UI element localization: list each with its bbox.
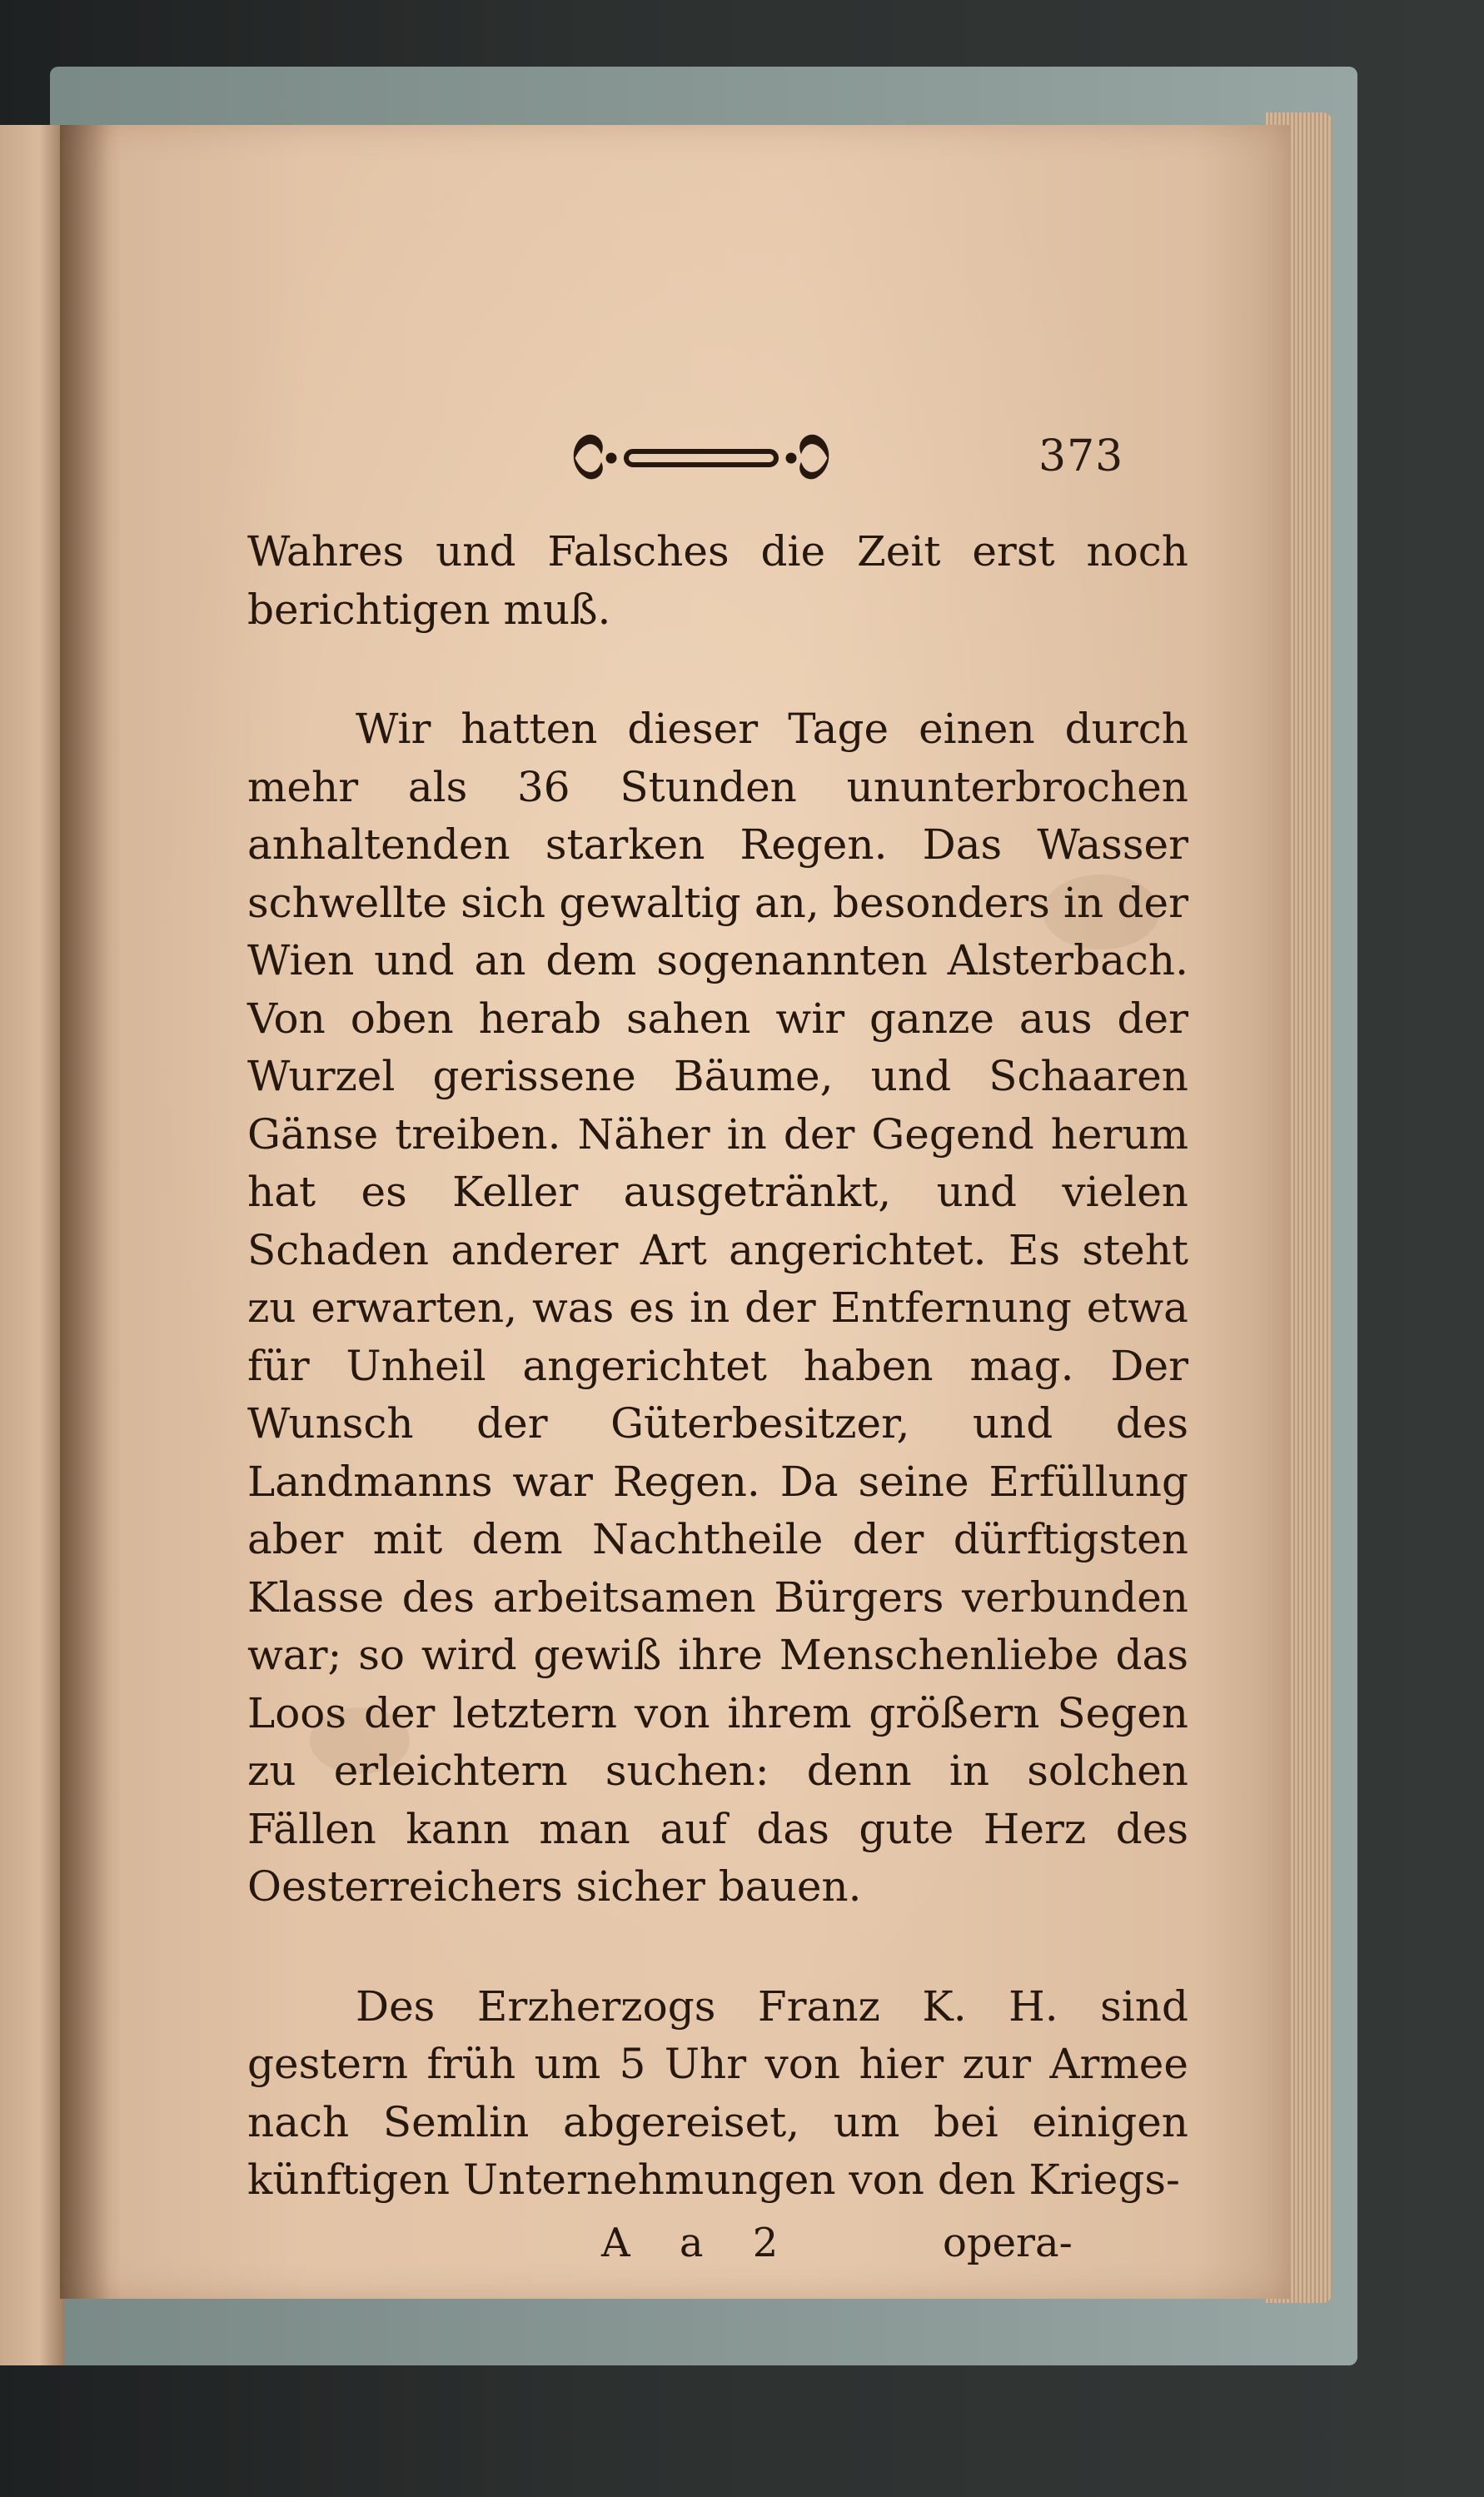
paragraph-rain-report: Wir hatten dieser Tage einen durch mehr als 36 Stunden ununterbrochen anhaltenden starken Regen. Das Wasser schwellte sich gewaltig an, besonders in der Wien und an dem sogenannten Alsterbach. Von oben herab sahen wir ganze aus der Wurzel gerissene Bäume, und Schaaren Gänse treiben. Näher in der Gegend herum hat es Keller ausgetränkt, und vielen Schaden anderer Art angerichtet. Es steht zu erwarten, was es in der Entfernung etwa für Unheil angerichtet haben mag. Der Wunsch der Güterbesitzer, und des Landmanns war Regen. Da seine Erfüllung aber mit dem Nachtheile der dürftigsten Klasse des arbeitsamen Bürgers verbunden war; so wird gewiß ihre Menschenliebe das Loos der letztern von ihrem größern Segen zu erleichtern suchen: denn in solchen Fällen kann man auf das gute Herz des Oesterreichers sicher bauen. (247, 705, 1188, 1911)
page-body (247, 523, 1188, 2210)
printer-ornament-icon (560, 425, 843, 491)
paragraph-archduke-departure: Des Erzherzogs Franz K. H. sind gestern früh um 5 Uhr von hier zur Armee nach Semlin abgereiset, um bei einigen künftigen Unternehmungen von den Kriegs- (247, 1981, 1188, 2204)
paragraph-continuation: Wahres und Falsches die Zeit erst noch berichtigen muß. (247, 527, 1188, 634)
page-footer (60, 2220, 1291, 2278)
page-header (60, 425, 1291, 500)
facing-page-edge (0, 125, 65, 2365)
signature-mark: A a 2 (601, 2220, 797, 2266)
page-number: 373 (1038, 431, 1124, 481)
book-page (60, 125, 1291, 2299)
catchword: opera- (943, 2220, 1073, 2266)
